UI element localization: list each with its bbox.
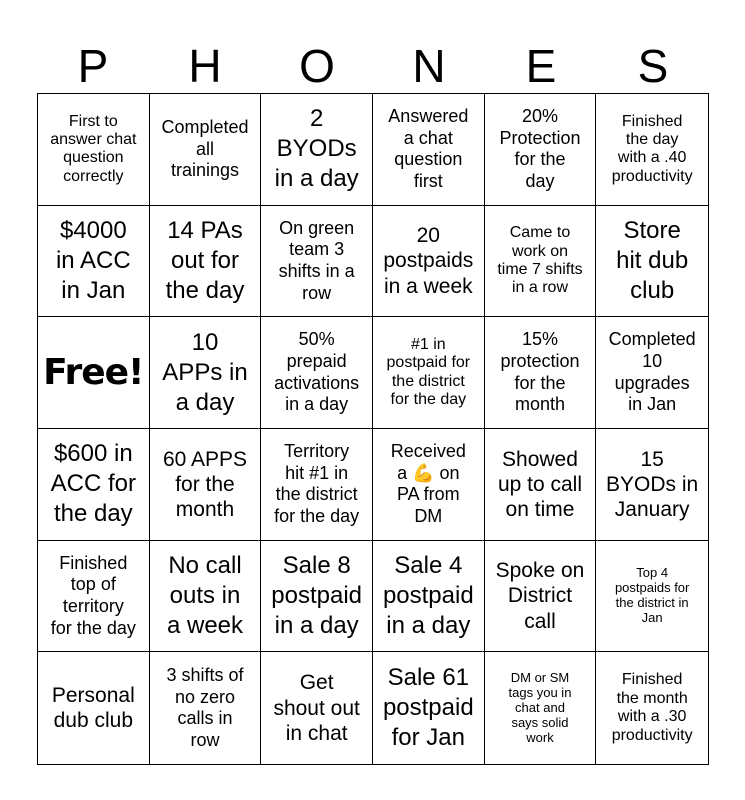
bingo-cell[interactable]: First to answer chat question correctly <box>38 94 150 206</box>
bingo-cell[interactable]: Answered a chat question first <box>373 94 485 206</box>
bingo-cell[interactable]: On green team 3 shifts in a row <box>261 206 373 318</box>
bingo-cell[interactable]: Get shout out in chat <box>261 652 373 764</box>
header-letter-e: E <box>525 40 557 92</box>
bingo-board <box>37 93 709 765</box>
bingo-cell[interactable]: Personal dub club <box>38 652 150 764</box>
bingo-cell[interactable]: Finished the month with a .30 productivity <box>611 671 693 744</box>
bingo-cell[interactable]: 50% prepaid activations in a day <box>261 317 373 429</box>
header-letter-h: H <box>188 40 222 92</box>
bingo-cell[interactable]: Sale 4 postpaid in a day <box>373 541 485 653</box>
bingo-cell[interactable]: Territory hit #1 in the district for the day <box>261 429 373 541</box>
bingo-cell[interactable]: 15% protection for the month <box>485 317 597 429</box>
bingo-cell[interactable]: Completed 10 upgrades in Jan <box>596 317 708 429</box>
bingo-cell[interactable]: DM or SM tags you in chat and says solid work <box>485 652 597 764</box>
header-letter-o: O <box>299 40 335 92</box>
bingo-cell[interactable]: 20 postpaids in a week <box>373 206 485 318</box>
bingo-cell[interactable]: #1 in postpaid for the district for the day <box>373 317 485 429</box>
bingo-cell[interactable]: Sale 8 postpaid in a day <box>261 541 373 653</box>
bingo-cell[interactable]: Showed up to call on time <box>485 429 597 541</box>
bingo-cell[interactable]: 10 APPs in a day <box>150 317 262 429</box>
bingo-cell[interactable]: Received a 💪 on PA from DM <box>373 429 485 541</box>
bingo-cell[interactable]: $600 in ACC for the day <box>38 429 150 541</box>
bingo-cell[interactable]: 3 shifts of no zero calls in row <box>150 652 262 764</box>
bingo-cell[interactable]: 2 BYODs in a day <box>261 94 373 206</box>
bingo-cell[interactable]: 15 BYODs in January <box>596 429 708 541</box>
header-letter-n: N <box>412 40 446 92</box>
bingo-cell[interactable]: Sale 61 postpaid for Jan <box>373 652 485 764</box>
bingo-header <box>37 38 709 94</box>
bingo-cell[interactable]: Store hit dub club <box>596 206 708 318</box>
free-space-cell[interactable]: Free! <box>38 317 150 429</box>
bingo-cell[interactable]: Top 4 postpaids for the district in Jan <box>596 541 708 653</box>
bingo-cell[interactable]: 14 PAs out for the day <box>150 206 262 318</box>
bingo-cell[interactable]: 20% Protection for the day <box>485 94 597 206</box>
bingo-cell[interactable]: Finished the day with a .40 productivity <box>596 94 708 206</box>
bingo-cell[interactable]: 60 APPS for the month <box>150 429 262 541</box>
header-letter-p: P <box>77 40 109 92</box>
bingo-cell[interactable]: Finished top of territory for the day <box>38 541 150 653</box>
bingo-cell[interactable]: Spoke on District call <box>485 541 597 653</box>
bingo-cell[interactable]: No call outs in a week <box>150 541 262 653</box>
header-letter-s: S <box>637 40 669 92</box>
bingo-cell[interactable]: Completed all trainings <box>150 94 262 206</box>
bingo-cell[interactable]: Came to work on time 7 shifts in a row <box>485 206 597 318</box>
bingo-cell[interactable]: $4000 in ACC in Jan <box>38 206 150 318</box>
